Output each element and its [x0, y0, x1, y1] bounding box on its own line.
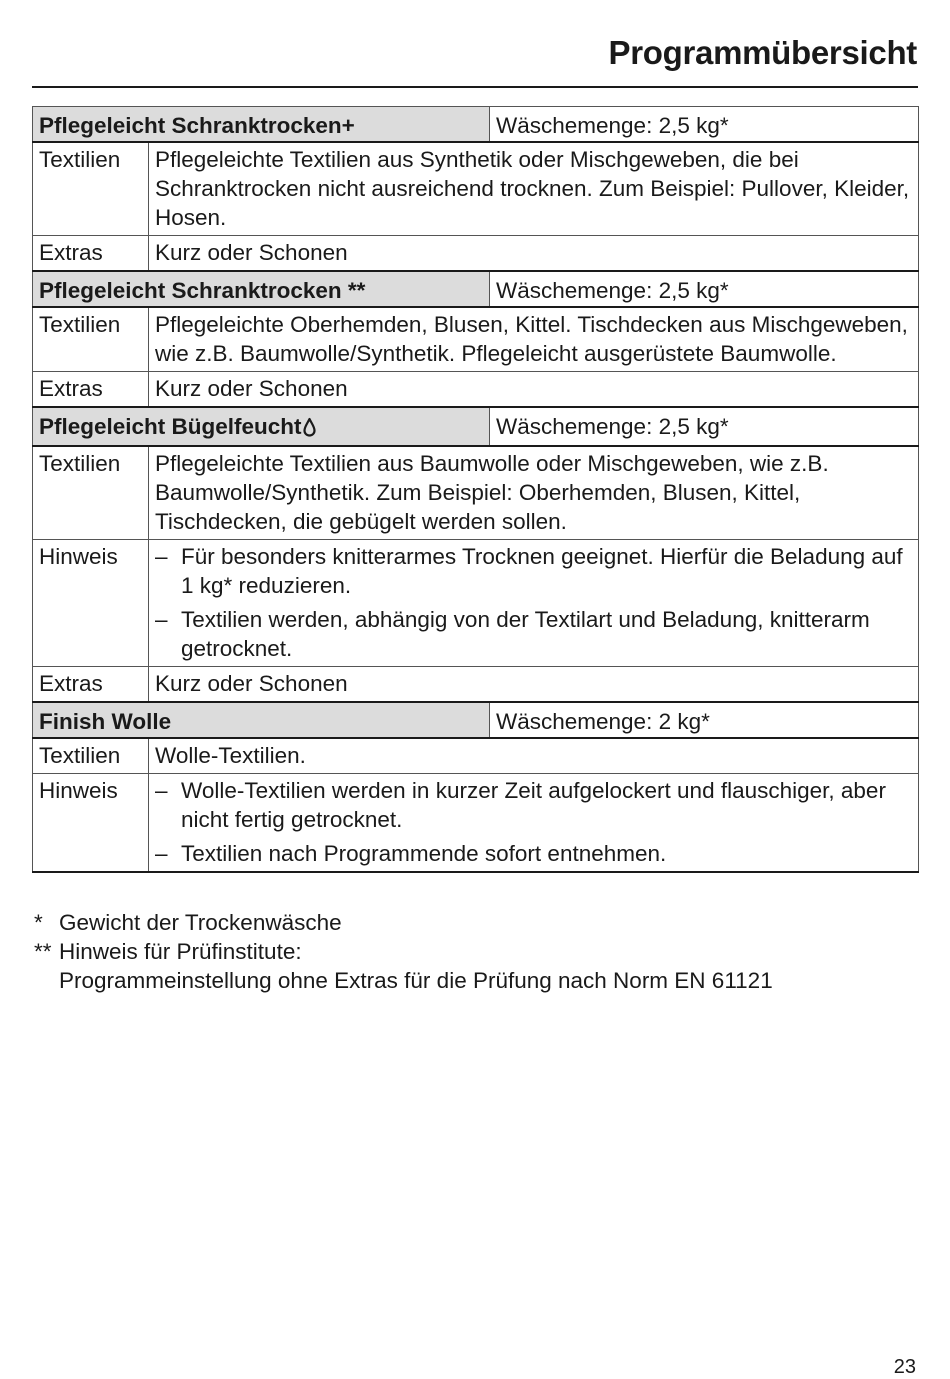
row-text: Pflegeleichte Oberhemden, Blusen, Kittel. Tischdecken aus Mischgeweben, wie z.B. Baumwolle/Synthetik. Pflegeleicht ausgerüstete Baumwolle.: [149, 307, 919, 372]
program-header-row: [33, 407, 919, 446]
program-load: Wäschemenge: 2,5 kg*: [490, 271, 919, 307]
program-detail-row: [33, 774, 919, 873]
program-load: Wäschemenge: 2,5 kg*: [490, 407, 919, 446]
footnote-text: Gewicht der Trockenwäsche: [59, 910, 342, 935]
row-label: Extras: [33, 236, 149, 272]
note-item: [155, 839, 912, 868]
program-name: Pflegeleicht Bügelfeucht: [39, 414, 302, 439]
note-text: Textilien werden, abhängig von der Textilart und Beladung, knitterarm getrocknet.: [181, 607, 870, 661]
note-text: Textilien nach Programmende sofort entnehmen.: [181, 841, 667, 866]
program-name: Pflegeleicht Schranktrocken **: [33, 271, 490, 307]
row-text: Kurz oder Schonen: [149, 372, 919, 408]
row-label: Textilien: [33, 446, 149, 540]
program-header-row: [33, 271, 919, 307]
row-notes: [149, 540, 919, 667]
row-label: Hinweis: [33, 774, 149, 873]
row-label: Extras: [33, 667, 149, 703]
program-table: [32, 106, 919, 873]
row-text: Pflegeleichte Textilien aus Synthetik oder Mischgeweben, die bei Schranktrocken nicht ausreichend trocknen. Zum Beispiel: Pullover, Kleider, Hosen.: [149, 142, 919, 236]
title-rule: [32, 86, 918, 88]
row-label: Textilien: [33, 142, 149, 236]
program-name-cell: [33, 407, 490, 446]
note-dash: –: [155, 544, 168, 569]
row-label: Hinweis: [33, 540, 149, 667]
footnote-mark: *: [34, 910, 43, 935]
program-header-row: [33, 107, 919, 143]
note-list: [155, 542, 912, 663]
footnote-mark: **: [34, 939, 52, 964]
note-text: Für besonders knitterarmes Trocknen geeignet. Hierfür die Beladung auf 1 kg* reduzieren.: [181, 544, 903, 598]
footnote-text: Hinweis für Prüfinstitute:: [59, 939, 302, 964]
note-dash: –: [155, 607, 168, 632]
row-text: Wolle-Textilien.: [149, 738, 919, 774]
note-list: [155, 776, 912, 868]
footnote: [32, 966, 918, 995]
note-text: Wolle-Textilien werden in kurzer Zeit aufgelockert und flauschiger, aber nicht fertig getrocknet.: [181, 778, 886, 832]
program-name: Pflegeleicht Schranktrocken+: [33, 107, 490, 143]
note-item: [155, 605, 912, 663]
note-dash: –: [155, 841, 168, 866]
program-name: Finish Wolle: [33, 702, 490, 738]
footnote: [32, 937, 918, 966]
row-notes: [149, 774, 919, 873]
program-header-row: [33, 702, 919, 738]
row-text: Pflegeleichte Textilien aus Baumwolle oder Mischgeweben, wie z.B. Baumwolle/Synthetik. Zum Beispiel: Oberhemden, Blusen, Kittel, Tischdecken, die gebügelt werden sollen.: [149, 446, 919, 540]
program-load: Wäschemenge: 2 kg*: [490, 702, 919, 738]
water-drop-icon: [303, 415, 316, 444]
program-detail-row: [33, 446, 919, 540]
row-text: Kurz oder Schonen: [149, 236, 919, 272]
program-detail-row: [33, 667, 919, 703]
footnotes: [32, 908, 918, 995]
page-title: Programmübersicht: [608, 34, 917, 71]
page-number: 23: [893, 1356, 916, 1378]
row-label: Textilien: [33, 307, 149, 372]
row-label: Textilien: [33, 738, 149, 774]
program-load: Wäschemenge: 2,5 kg*: [490, 107, 919, 143]
program-detail-row: [33, 142, 919, 236]
footnote-text: Programmeinstellung ohne Extras für die Prüfung nach Norm EN 61121: [59, 968, 773, 993]
program-detail-row: [33, 738, 919, 774]
program-detail-row: [33, 236, 919, 272]
program-detail-row: [33, 540, 919, 667]
row-text: Kurz oder Schonen: [149, 667, 919, 703]
program-detail-row: [33, 307, 919, 372]
note-dash: –: [155, 778, 168, 803]
note-item: [155, 776, 912, 834]
note-item: [155, 542, 912, 600]
row-label: Extras: [33, 372, 149, 408]
program-detail-row: [33, 372, 919, 408]
footnote: [32, 908, 918, 937]
